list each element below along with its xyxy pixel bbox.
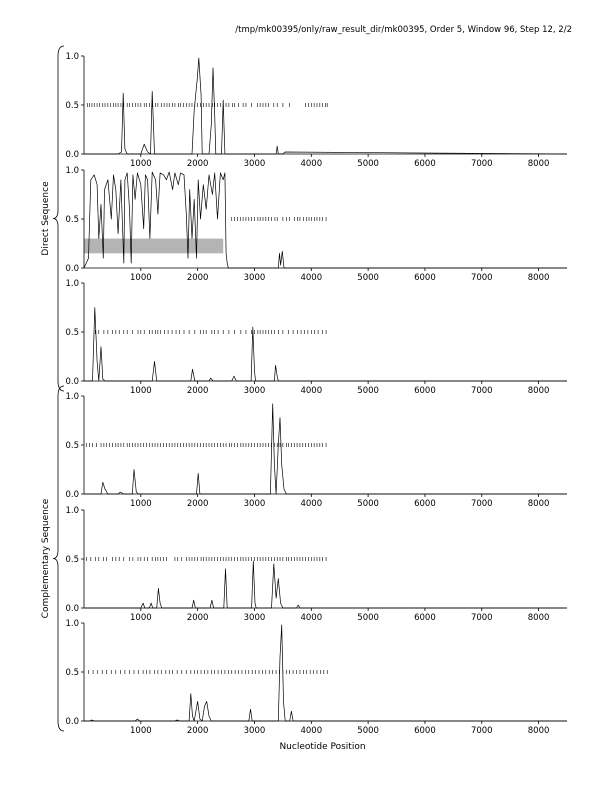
series-line <box>84 308 567 382</box>
highlight-band <box>84 239 223 254</box>
y-tick-label: 0.5 <box>65 215 79 225</box>
x-tick-label: 3000 <box>243 273 266 283</box>
file-header: /tmp/mk00395/only/raw_result_dir/mk00395, Order 5, Window 96, Step 12, 2/2 <box>235 25 572 35</box>
x-tick-label: 3000 <box>243 499 266 509</box>
y-tick-label: 0.5 <box>65 328 79 338</box>
x-tick-label: 3000 <box>243 159 266 169</box>
y-tick-label: 0.0 <box>65 490 79 500</box>
x-tick-label: 5000 <box>357 159 379 169</box>
x-tick-label: 2000 <box>186 159 209 169</box>
x-tick-label: 3000 <box>243 613 266 623</box>
y-tick-label: 0.0 <box>65 717 79 727</box>
x-tick-label: 8000 <box>527 613 550 623</box>
y-tick-label: 0.0 <box>65 377 79 387</box>
x-tick-label: 4000 <box>300 159 323 169</box>
x-tick-label: 1000 <box>130 613 152 623</box>
x-tick-label: 6000 <box>414 386 436 396</box>
x-tick-label: 7000 <box>470 499 493 509</box>
x-tick-label: 1000 <box>130 386 152 396</box>
group-label: Complementary Sequence <box>41 498 51 619</box>
x-tick-label: 5000 <box>357 499 379 509</box>
y-tick-label: 1.0 <box>65 166 79 176</box>
x-tick-label: 7000 <box>470 613 493 623</box>
x-tick-label: 7000 <box>470 273 493 283</box>
y-tick-label: 1.0 <box>65 506 79 516</box>
y-tick-label: 0.0 <box>65 604 79 614</box>
y-tick-label: 0.0 <box>65 150 79 160</box>
x-tick-label: 5000 <box>357 613 379 623</box>
x-tick-label: 7000 <box>470 726 493 736</box>
x-tick-label: 1000 <box>130 273 152 283</box>
x-tick-label: 5000 <box>357 273 379 283</box>
x-tick-label: 1000 <box>130 726 152 736</box>
x-tick-label: 8000 <box>527 499 550 509</box>
x-tick-label: 7000 <box>470 159 493 169</box>
x-tick-label: 8000 <box>527 386 550 396</box>
y-tick-label: 1.0 <box>65 52 79 62</box>
x-tick-label: 6000 <box>414 273 436 283</box>
y-tick-label: 1.0 <box>65 279 79 289</box>
series-line <box>84 404 567 494</box>
x-tick-label: 3000 <box>243 726 266 736</box>
x-tick-label: 8000 <box>527 726 550 736</box>
series-line <box>84 561 567 608</box>
x-tick-label: 6000 <box>414 613 436 623</box>
x-tick-label: 5000 <box>357 386 379 396</box>
x-tick-label: 6000 <box>414 726 436 736</box>
x-tick-label: 5000 <box>357 726 379 736</box>
x-tick-label: 4000 <box>300 726 323 736</box>
x-tick-label: 2000 <box>186 613 209 623</box>
y-tick-label: 1.0 <box>65 619 79 629</box>
x-tick-label: 1000 <box>130 499 152 509</box>
x-tick-label: 4000 <box>300 273 323 283</box>
x-tick-label: 6000 <box>414 499 436 509</box>
x-tick-label: 4000 <box>300 613 323 623</box>
y-tick-label: 0.5 <box>65 101 79 111</box>
x-tick-label: 2000 <box>186 499 209 509</box>
group-brace <box>53 386 64 731</box>
y-tick-label: 0.5 <box>65 668 79 678</box>
group-brace <box>53 46 64 391</box>
y-tick-label: 0.5 <box>65 555 79 565</box>
x-axis-title: Nucleotide Position <box>279 742 366 752</box>
y-tick-label: 0.5 <box>65 441 79 451</box>
x-tick-label: 1000 <box>130 159 152 169</box>
x-tick-label: 4000 <box>300 386 323 396</box>
x-tick-label: 6000 <box>414 159 436 169</box>
group-label: Direct Sequence <box>41 181 51 256</box>
series-line <box>84 172 567 268</box>
x-tick-label: 7000 <box>470 386 493 396</box>
y-tick-label: 1.0 <box>65 392 79 402</box>
x-tick-label: 2000 <box>186 386 209 396</box>
x-tick-label: 4000 <box>300 499 323 509</box>
x-tick-label: 8000 <box>527 273 550 283</box>
x-tick-label: 2000 <box>186 726 209 736</box>
x-tick-label: 3000 <box>243 386 266 396</box>
x-tick-label: 2000 <box>186 273 209 283</box>
y-tick-label: 0.0 <box>65 264 79 274</box>
x-tick-label: 8000 <box>527 159 550 169</box>
series-line <box>84 625 567 721</box>
